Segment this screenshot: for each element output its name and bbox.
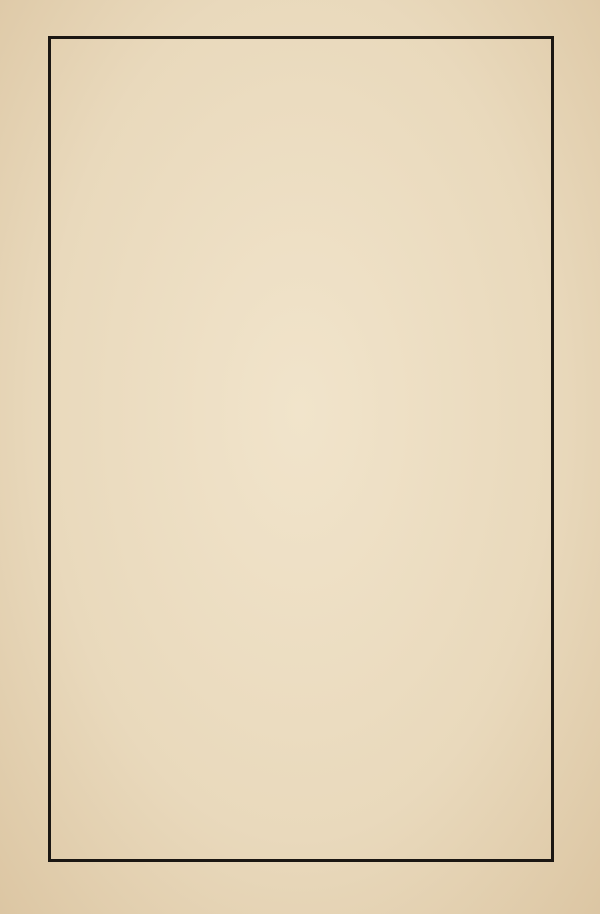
timetable-frame xyxy=(48,36,554,862)
